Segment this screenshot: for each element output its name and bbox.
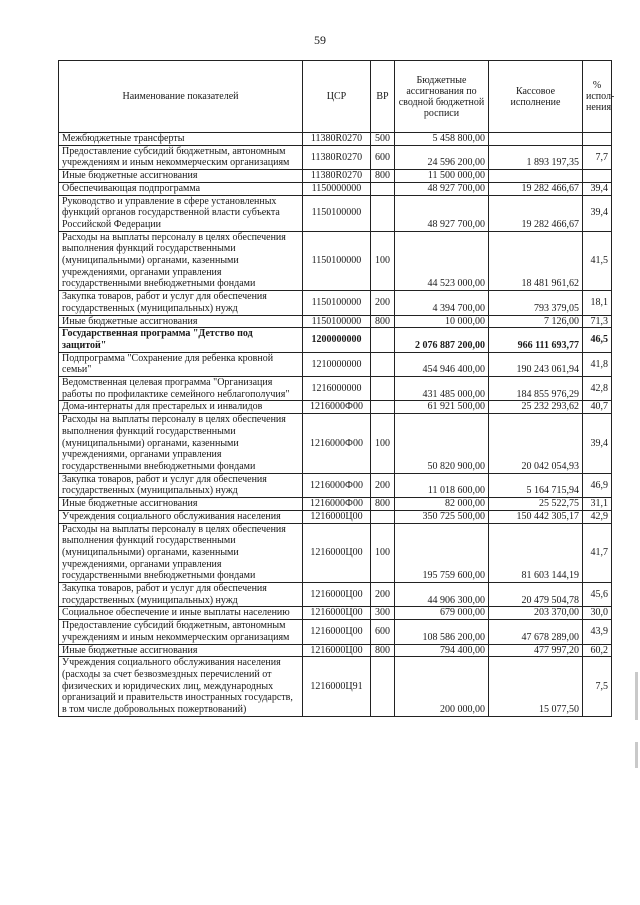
cell-csr: 1216000000 [303,377,371,401]
table-row [59,170,612,183]
cell-budget: 679 000,00 [395,607,489,620]
cell-budget: 11 500 000,00 [395,170,489,183]
cell-csr: 1216000Ц00 [303,644,371,657]
cell-cash: 15 077,50 [489,657,583,717]
cell-budget: 48 927 700,00 [395,195,489,231]
cell-name: Предоставление субсидий бюджетным, автономным учреждениям и иным некоммерческим организациям [59,145,303,169]
cell-vr: 800 [371,315,395,328]
cell-csr: 1150100000 [303,315,371,328]
cell-budget: 24 596 200,00 [395,145,489,169]
header-name: Наименование показателей [59,61,303,133]
table-row [59,607,612,620]
cell-name: Государственная программа "Детство под защитой" [59,328,303,352]
table-row [59,473,612,497]
cell-vr: 600 [371,145,395,169]
header-cash: Кассовое исполнение [489,61,583,133]
scan-edge-mark [635,742,638,768]
cell-cash: 5 164 715,94 [489,473,583,497]
table-row [59,182,612,195]
cell-vr: 100 [371,414,395,474]
cell-budget: 50 820 900,00 [395,414,489,474]
cell-csr: 1216000Ф00 [303,498,371,511]
table-row [59,328,612,352]
header-vr: ВР [371,61,395,133]
cell-pct: 41,8 [583,352,612,376]
table-row [59,644,612,657]
cell-csr: 1200000000 [303,328,371,352]
cell-budget: 5 458 800,00 [395,133,489,146]
cell-pct: 18,1 [583,291,612,315]
cell-name: Учреждения социального обслуживания населения [59,510,303,523]
table-row [59,620,612,644]
cell-cash: 190 243 061,94 [489,352,583,376]
cell-pct: 71,3 [583,315,612,328]
cell-cash: 25 232 293,62 [489,401,583,414]
cell-budget: 48 927 700,00 [395,182,489,195]
table-body [59,133,612,717]
cell-cash: 25 522,75 [489,498,583,511]
cell-vr [371,510,395,523]
cell-csr: 1216000Ц00 [303,510,371,523]
cell-cash: 966 111 693,77 [489,328,583,352]
cell-name: Ведомственная целевая программа "Организация работы по профилактике семейного неблагополучия" [59,377,303,401]
cell-cash: 81 603 144,19 [489,523,583,583]
cell-csr: 1216000Ф00 [303,401,371,414]
cell-vr: 500 [371,133,395,146]
budget-execution-table [58,60,615,717]
cell-csr: 1150100000 [303,291,371,315]
cell-pct [583,170,612,183]
cell-name: Расходы на выплаты персоналу в целях обеспечения выполнения функций государственными (муниципальными) органами, казенными учреждениями, органами управления государственными внебюджетными фондами [59,523,303,583]
cell-pct: 42,8 [583,377,612,401]
page-number: 59 [314,33,326,47]
table-row [59,133,612,146]
table-row [59,231,612,291]
cell-csr: 1216000Ф00 [303,473,371,497]
table-row [59,291,612,315]
cell-csr: 11380R0270 [303,145,371,169]
cell-name: Дома-интернаты для престарелых и инвалидов [59,401,303,414]
cell-csr: 1210000000 [303,352,371,376]
cell-pct: 46,9 [583,473,612,497]
cell-cash: 19 282 466,67 [489,182,583,195]
cell-vr: 800 [371,644,395,657]
cell-cash: 20 479 504,78 [489,583,583,607]
cell-pct: 31,1 [583,498,612,511]
cell-pct: 30,0 [583,607,612,620]
cell-pct: 46,5 [583,328,612,352]
cell-vr: 100 [371,523,395,583]
table-row [59,414,612,474]
cell-cash: 47 678 289,00 [489,620,583,644]
cell-budget: 44 523 000,00 [395,231,489,291]
cell-name: Иные бюджетные ассигнования [59,315,303,328]
cell-pct: 45,6 [583,583,612,607]
cell-pct: 39,4 [583,195,612,231]
cell-budget: 10 000,00 [395,315,489,328]
cell-pct [583,133,612,146]
cell-budget: 195 759 600,00 [395,523,489,583]
cell-cash: 19 282 466,67 [489,195,583,231]
cell-vr: 800 [371,498,395,511]
cell-name: Закупка товаров, работ и услуг для обеспечения государственных (муниципальных) нужд [59,291,303,315]
cell-pct: 39,4 [583,182,612,195]
cell-vr: 200 [371,291,395,315]
cell-pct: 7,7 [583,145,612,169]
cell-vr: 200 [371,583,395,607]
header-budget: Бюджетные ассигнования по сводной бюджетной росписи [395,61,489,133]
table-row [59,510,612,523]
cell-budget: 350 725 500,00 [395,510,489,523]
table-row [59,498,612,511]
cell-csr: 1150100000 [303,231,371,291]
cell-vr [371,195,395,231]
cell-cash: 1 893 197,35 [489,145,583,169]
cell-name: Обеспечивающая подпрограмма [59,182,303,195]
cell-vr: 100 [371,231,395,291]
cell-csr: 1150100000 [303,195,371,231]
table-row [59,315,612,328]
cell-vr: 200 [371,473,395,497]
cell-cash [489,133,583,146]
cell-budget: 44 906 300,00 [395,583,489,607]
cell-cash: 184 855 976,29 [489,377,583,401]
cell-vr [371,182,395,195]
cell-cash: 7 126,00 [489,315,583,328]
table-row [59,352,612,376]
cell-name: Подпрограмма "Сохранение для ребенка кровной семьи" [59,352,303,376]
scan-edge-mark [635,672,638,720]
cell-cash: 203 370,00 [489,607,583,620]
cell-name: Иные бюджетные ассигнования [59,170,303,183]
cell-csr: 1216000Ц91 [303,657,371,717]
cell-pct: 60,2 [583,644,612,657]
cell-budget: 82 000,00 [395,498,489,511]
cell-name: Иные бюджетные ассигнования [59,644,303,657]
table-row [59,583,612,607]
table-row [59,657,612,717]
cell-name: Иные бюджетные ассигнования [59,498,303,511]
cell-cash: 477 997,20 [489,644,583,657]
cell-pct: 43,9 [583,620,612,644]
cell-budget: 2 076 887 200,00 [395,328,489,352]
cell-pct: 39,4 [583,414,612,474]
cell-vr [371,657,395,717]
cell-budget: 61 921 500,00 [395,401,489,414]
cell-name: Расходы на выплаты персоналу в целях обеспечения выполнения функций государственными (муниципальными) органами, казенными учреждениями, органами управления государственными внебюджетными фондами [59,414,303,474]
cell-vr [371,328,395,352]
cell-pct: 41,5 [583,231,612,291]
cell-csr: 11380R0270 [303,133,371,146]
cell-budget: 431 485 000,00 [395,377,489,401]
cell-pct: 40,7 [583,401,612,414]
cell-csr: 1216000Ц00 [303,607,371,620]
header-csr: ЦСР [303,61,371,133]
table-row [59,145,612,169]
cell-cash [489,170,583,183]
cell-vr: 800 [371,170,395,183]
cell-csr: 1216000Ф00 [303,414,371,474]
cell-vr [371,401,395,414]
cell-name: Расходы на выплаты персоналу в целях обеспечения выполнения функций государственными (муниципальными) органами, казенными учреждениями, органами управления государственными внебюджетными фондами [59,231,303,291]
cell-vr: 600 [371,620,395,644]
cell-budget: 4 394 700,00 [395,291,489,315]
cell-budget: 11 018 600,00 [395,473,489,497]
cell-pct: 7,5 [583,657,612,717]
cell-name: Закупка товаров, работ и услуг для обеспечения государственных (муниципальных) нужд [59,473,303,497]
table-row [59,377,612,401]
cell-name: Предоставление субсидий бюджетным, автономным учреждениям и иным некоммерческим организациям [59,620,303,644]
cell-name: Социальное обеспечение и иные выплаты населению [59,607,303,620]
cell-csr: 1216000Ц00 [303,523,371,583]
table-row [59,195,612,231]
cell-cash: 18 481 961,62 [489,231,583,291]
cell-csr: 1150000000 [303,182,371,195]
cell-budget: 200 000,00 [395,657,489,717]
cell-csr: 1216000Ц00 [303,583,371,607]
cell-name: Межбюджетные трансферты [59,133,303,146]
cell-pct: 42,9 [583,510,612,523]
cell-name: Учреждения социального обслуживания населения (расходы за счет безвозмездных перечислений от физических и юридических лиц, международных организаций и правительств иностранных государств, в том числе добровольных пожертвований) [59,657,303,717]
cell-budget: 794 400,00 [395,644,489,657]
cell-cash: 793 379,05 [489,291,583,315]
table-row [59,401,612,414]
cell-budget: 108 586 200,00 [395,620,489,644]
cell-vr [371,352,395,376]
cell-vr [371,377,395,401]
cell-cash: 20 042 054,93 [489,414,583,474]
cell-csr: 11380R0270 [303,170,371,183]
cell-name: Руководство и управление в сфере установленных функций органов государственной власти субъекта Российской Федерации [59,195,303,231]
table-row [59,523,612,583]
cell-vr: 300 [371,607,395,620]
cell-pct: 41,7 [583,523,612,583]
cell-cash: 150 442 305,17 [489,510,583,523]
cell-budget: 454 946 400,00 [395,352,489,376]
cell-csr: 1216000Ц00 [303,620,371,644]
cell-name: Закупка товаров, работ и услуг для обеспечения государственных (муниципальных) нужд [59,583,303,607]
header-pct: % испол-нения [583,61,612,133]
